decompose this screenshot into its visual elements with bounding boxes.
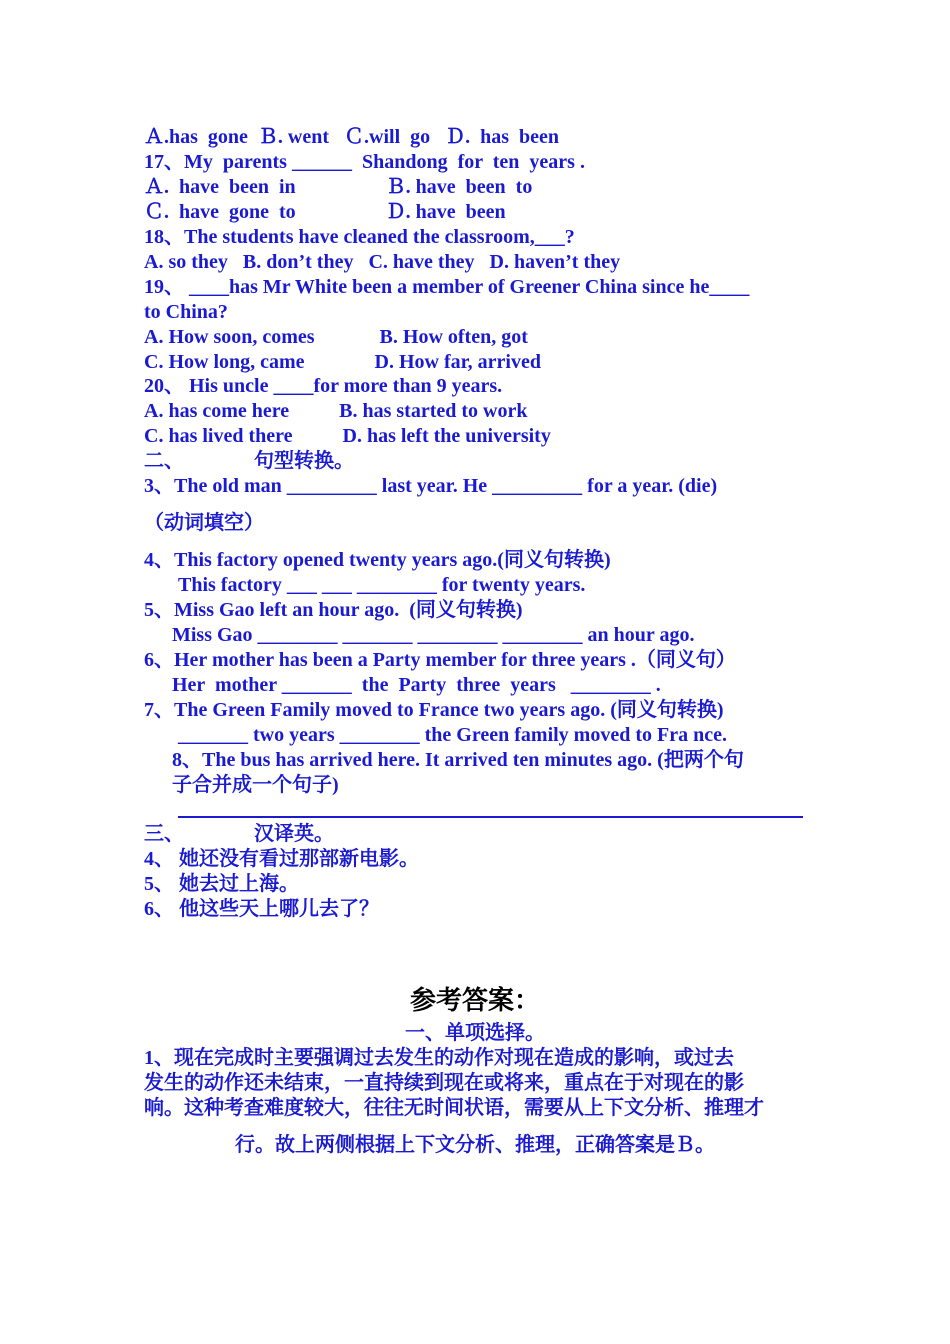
answer-para-line-1: 1、现在完成时主要强调过去发生的动作对现在造成的影响，或过去 [144, 1047, 734, 1069]
s2-q7-blank: _______ two years ________ the Green family moved to Fra nce. [178, 724, 727, 746]
section-3-heading: 三、 汉译英。 [144, 823, 334, 845]
q19-options-ab: A. How soon, comes B. How often, got [144, 326, 528, 348]
s2-q5-blank: Miss Gao ________ _______ ________ ________ an hour ago. [172, 624, 695, 646]
q19-stem: 19、 ____has Mr White been a member of Greener China since he____ [144, 276, 750, 298]
s2-q4-blank: This factory ___ ___ ________ for twenty years. [178, 574, 586, 596]
q17-stem: 17、My parents ______ Shandong for ten years . [144, 151, 585, 173]
answers-section-heading: 一、单项选择。 [405, 1022, 545, 1044]
answers-title: 参考答案： [409, 986, 540, 1015]
s3-q6: 6、 他这些天上哪儿去了？ [144, 898, 379, 920]
s2-q6: 6、Her mother has been a Party member for three years .（同义句） [144, 649, 736, 671]
s3-q4: 4、 她还没有看过那部新电影。 [144, 848, 419, 870]
s3-q5: 5、 她去过上海。 [144, 873, 299, 895]
answer-para-line-4: 行。故上两侧根据上下文分析、推理，正确答案是Ｂ。 [235, 1134, 715, 1156]
answer-line [178, 816, 803, 818]
s2-q3-note: （动词填空） [144, 512, 264, 534]
q20-stem: 20、 His uncle ____for more than 9 years. [144, 375, 503, 397]
s2-q7: 7、The Green Family moved to France two years ago. (同义句转换) [144, 699, 724, 721]
answer-para-line-2: 发生的动作还未结束，一直持续到现在或将来，重点在于对现在的影 [144, 1072, 744, 1094]
q20-options-cd: C. has lived there D. has left the university [144, 425, 551, 447]
s2-q5: 5、Miss Gao left an hour ago. (同义句转换) [144, 599, 523, 621]
q19-options-cd: C. How long, came D. How far, arrived [144, 351, 541, 373]
q17-options-cd: Ｃ. have gone to Ｄ. have been [144, 201, 506, 223]
s2-q8: 8、The bus has arrived here. It arrived ten minutes ago. (把两个句 [172, 749, 744, 771]
s2-q4: 4、This factory opened twenty years ago.(同义句转换) [144, 549, 611, 571]
q17-options-ab: Ａ. have been in Ｂ. have been to [144, 176, 533, 198]
s2-q3: 3、The old man _________ last year. He _________ for a year. (die) [144, 475, 718, 497]
q19-stem-cont: to China? [144, 301, 228, 323]
answer-para-line-3: 响。这种考查难度较大，往往无时间状语，需要从上下文分析、推理才 [144, 1097, 764, 1119]
q18-options: A. so they B. don’t they C. have they D. haven’t they [144, 251, 621, 273]
s2-q8-cont: 子合并成一个句子) [172, 774, 339, 796]
q16-options: Ａ.has gone Ｂ. went Ｃ.will go Ｄ. has been [144, 126, 560, 148]
q20-options-ab: A. has come here B. has started to work [144, 400, 528, 422]
s2-q6-blank: Her mother _______ the Party three years ________ . [172, 674, 661, 696]
section-2-heading: 二、 句型转换。 [144, 450, 354, 472]
q18-stem: 18、The students have cleaned the classroom,___? [144, 226, 575, 248]
